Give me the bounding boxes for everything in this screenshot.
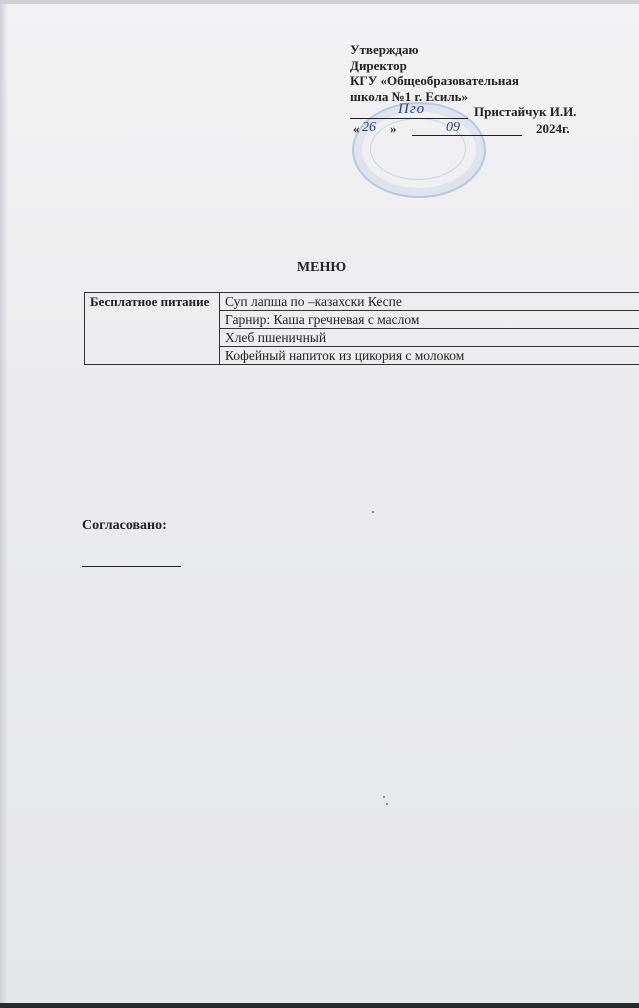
approval-block [350,42,620,138]
paper-speck [372,511,374,513]
paper-speck [383,796,385,798]
agreed-label: Согласовано: [82,518,167,533]
signature-underline [350,118,468,119]
page-top-edge [0,0,639,4]
menu-item: Гарнир: Каша гречневая с маслом [220,311,639,329]
agreed-signature-line [82,566,181,567]
approval-organization-line-1: КГУ «Общеобразовательная [350,73,519,88]
paper-speck [386,803,388,805]
menu-item: Кофейный напиток из цикория с молоком [220,347,639,365]
date-year: 2024г. [536,121,570,136]
menu-item: Хлеб пшеничный [220,329,639,347]
table-row [85,293,639,311]
date-quote-open: « [353,121,360,136]
approval-heading: Утверждаю [350,42,419,57]
menu-category-cell: Бесплатное питание [85,293,220,365]
menu-item: Суп лапша по –казахски Кеспе [220,293,639,311]
approval-date-row [350,121,620,138]
date-day: 26 [362,120,376,135]
page-title [0,260,639,276]
date-month-underline [412,135,522,136]
director-name: Пристайчук И.И. [474,104,577,119]
page-title-text: МЕНЮ [296,260,347,275]
handwritten-signature: Пго [398,101,426,117]
date-month: 09 [446,120,460,135]
page-bottom-edge [0,1003,639,1008]
page-left-shadow [0,0,8,1008]
approval-position: Директор [350,57,407,73]
menu-table [84,292,639,365]
date-quote-close: » [390,121,397,136]
approval-organization-line-2: школа №1 г. Есиль» [350,88,469,104]
signature-row [350,101,620,121]
